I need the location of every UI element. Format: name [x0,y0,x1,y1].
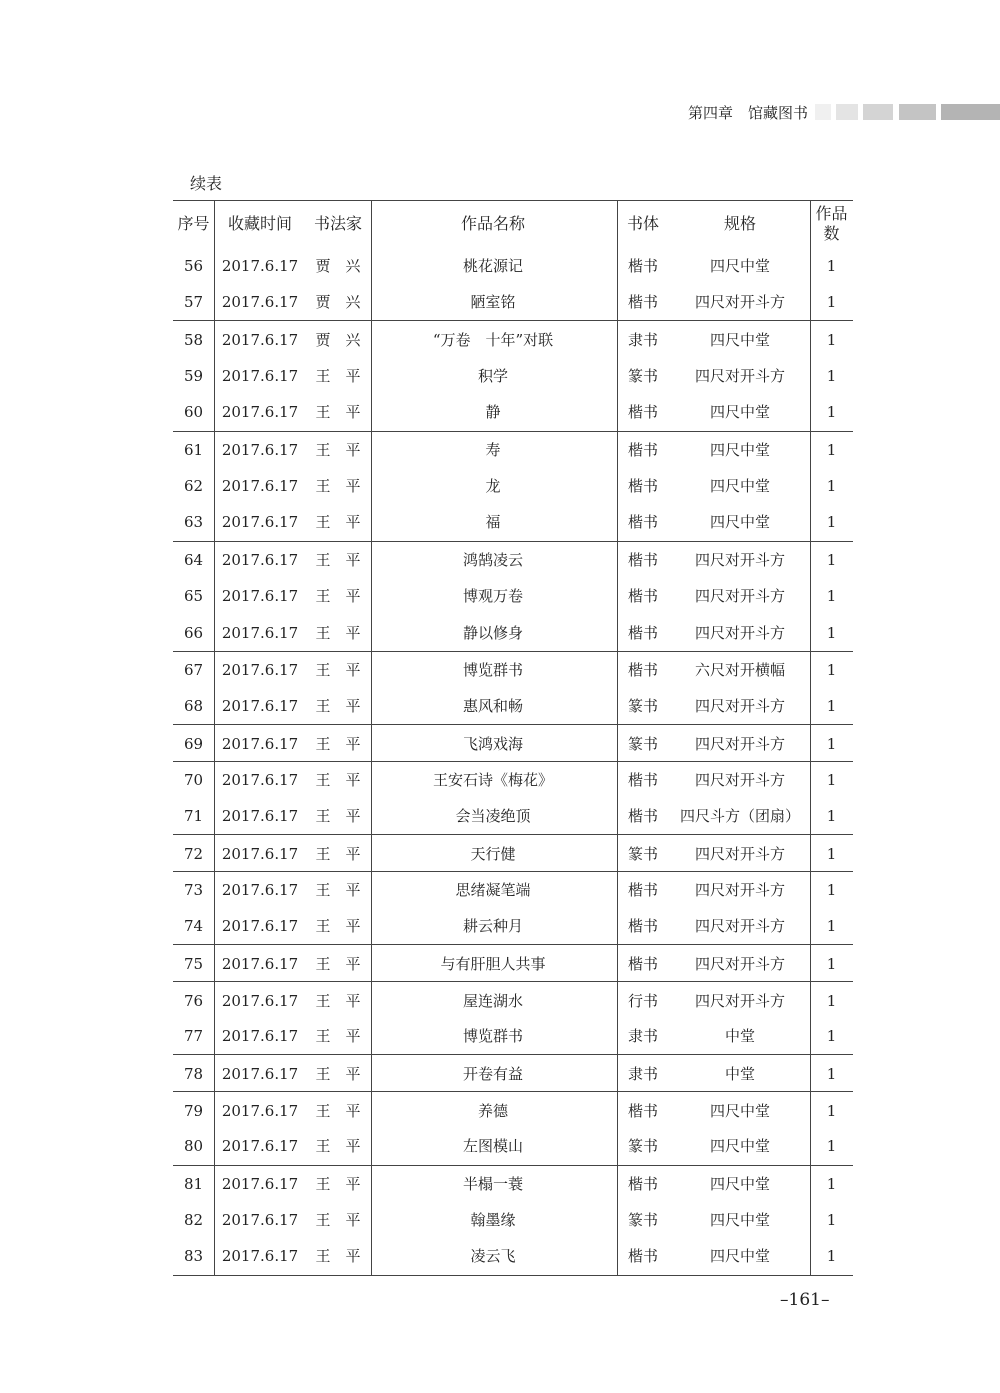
row-number: 74 [183,917,204,936]
table-header-row [173,200,853,247]
row-number: 72 [183,844,204,863]
row-size: 四尺中堂 [709,441,770,459]
row-title: 博览群书 [462,1027,523,1046]
row-author: 贾 兴 [315,256,361,275]
row-date: 2017.6.17 [221,293,299,312]
column-divider [617,200,618,1275]
row-count: 1 [826,917,837,936]
row-date: 2017.6.17 [221,476,299,495]
row-number: 82 [183,1210,204,1229]
row-style: 楷书 [627,1175,658,1193]
row-size: 四尺中堂 [709,1175,770,1193]
row-date: 2017.6.17 [221,696,299,715]
row-title: 半榻一蓑 [462,1175,523,1193]
row-size: 四尺对开斗方 [694,551,785,570]
row-count: 1 [826,366,837,385]
row-size: 四尺中堂 [709,256,770,275]
row-size: 四尺斗方（团扇） [679,807,800,825]
row-title: 会当凌绝顶 [455,807,531,825]
row-number: 56 [183,256,204,275]
row-date: 2017.6.17 [221,586,299,605]
table-row [173,1201,853,1238]
header-decor-bar [941,104,1000,120]
header-decor-bar [899,104,936,120]
row-count: 1 [826,476,837,495]
row-size: 四尺中堂 [709,1247,770,1266]
row-title: 翰墨缘 [470,1210,516,1229]
row-style: 楷书 [627,256,658,275]
row-author: 贾 兴 [315,330,361,349]
row-size: 四尺对开斗方 [694,623,785,642]
row-size: 中堂 [724,1027,755,1046]
row-count: 1 [826,1210,837,1229]
row-count: 1 [826,807,837,825]
running-header [0,100,1000,124]
row-date: 2017.6.17 [221,1027,299,1046]
table-row [173,687,853,724]
row-number: 62 [183,476,204,495]
row-date: 2017.6.17 [221,1064,299,1083]
table-row [173,1054,853,1092]
row-style: 楷书 [627,954,658,973]
row-size: 四尺中堂 [709,1137,770,1156]
row-date: 2017.6.17 [221,513,299,532]
row-date: 2017.6.17 [221,844,299,863]
row-number: 80 [183,1137,204,1156]
row-author: 王 平 [315,734,361,753]
row-number: 79 [183,1101,204,1120]
row-style: 楷书 [627,293,658,312]
row-count: 1 [826,293,837,312]
row-count: 1 [826,991,837,1010]
row-count: 1 [826,551,837,570]
page-number: –161– [780,1290,830,1310]
row-size: 六尺对开横幅 [694,661,785,680]
row-count: 1 [826,771,837,790]
row-author: 王 平 [315,403,361,422]
row-style: 楷书 [627,771,658,790]
header-cell-count: 作品数 [815,204,848,243]
row-title: 飞鸿戏海 [462,734,523,753]
table-row [173,1128,853,1165]
row-count: 1 [826,1027,837,1046]
row-count: 1 [826,1247,837,1266]
row-style: 楷书 [627,476,658,495]
row-count: 1 [826,1064,837,1083]
row-number: 64 [183,551,204,570]
row-style: 隶书 [627,330,658,349]
row-title: 耕云种月 [462,917,523,936]
row-title: 左图模山 [462,1137,523,1156]
table-row [173,1018,853,1055]
table-row [173,504,853,541]
row-count: 1 [826,696,837,715]
row-author: 王 平 [315,881,361,900]
table-row [173,247,853,284]
row-style: 行书 [627,991,658,1010]
table-row [173,1091,853,1129]
row-title: 与有肝胆人共事 [440,954,546,973]
row-number: 58 [183,330,204,349]
row-title: 天行健 [470,844,516,863]
row-title: 寿 [485,441,501,459]
row-date: 2017.6.17 [221,1175,299,1193]
row-count: 1 [826,330,837,349]
row-date: 2017.6.17 [221,991,299,1010]
row-title: 思绪凝笔端 [455,881,531,900]
table-row [173,761,853,799]
row-date: 2017.6.17 [221,256,299,275]
row-author: 王 平 [315,551,361,570]
row-author: 王 平 [315,1137,361,1156]
row-size: 四尺对开斗方 [694,771,785,790]
row-date: 2017.6.17 [221,881,299,900]
table-row [173,944,853,982]
column-divider [810,200,811,1275]
row-author: 王 平 [315,1027,361,1046]
row-style: 隶书 [627,1027,658,1046]
header-cell-author: 书法家 [313,213,362,233]
row-author: 王 平 [315,1101,361,1120]
row-date: 2017.6.17 [221,1210,299,1229]
header-cell-number: 序号 [177,213,210,233]
row-style: 楷书 [627,513,658,532]
row-date: 2017.6.17 [221,1137,299,1156]
row-size: 四尺中堂 [709,330,770,349]
row-number: 61 [183,441,204,459]
row-count: 1 [826,881,837,900]
table-row [173,467,853,504]
row-number: 68 [183,696,204,715]
table-row [173,798,853,835]
row-number: 78 [183,1064,204,1083]
table-top-rule [173,200,853,201]
row-date: 2017.6.17 [221,954,299,973]
row-author: 王 平 [315,441,361,459]
header-cell-style: 书体 [626,213,659,233]
row-title: 开卷有益 [462,1064,523,1083]
row-style: 楷书 [627,917,658,936]
row-title: “万卷 十年”对联 [432,330,554,349]
table-bottom-rule [173,1275,853,1276]
row-size: 四尺对开斗方 [694,586,785,605]
row-number: 73 [183,881,204,900]
row-number: 76 [183,991,204,1010]
row-number: 63 [183,513,204,532]
row-count: 1 [826,1175,837,1193]
row-date: 2017.6.17 [221,771,299,790]
row-style: 楷书 [627,661,658,680]
row-number: 59 [183,366,204,385]
row-date: 2017.6.17 [221,403,299,422]
row-author: 王 平 [315,586,361,605]
row-size: 四尺中堂 [709,513,770,532]
row-size: 四尺对开斗方 [694,844,785,863]
table-row [173,1165,853,1203]
table-row [173,908,853,945]
row-number: 66 [183,623,204,642]
row-number: 75 [183,954,204,973]
row-title: 养德 [477,1101,508,1120]
row-style: 篆书 [627,366,658,385]
column-divider [214,200,215,1275]
row-size: 四尺对开斗方 [694,954,785,973]
row-count: 1 [826,586,837,605]
row-author: 王 平 [315,366,361,385]
chapter-header-title [688,102,808,123]
table-row [173,284,853,321]
chapter-title: 馆藏图书 [748,104,809,122]
row-author: 王 平 [315,696,361,715]
row-count: 1 [826,1101,837,1120]
row-title: 屋连湖水 [462,991,523,1010]
row-title: 静 [485,403,501,422]
table-row [173,577,853,614]
row-number: 67 [183,661,204,680]
table-row [173,724,853,762]
row-count: 1 [826,441,837,459]
row-author: 王 平 [315,807,361,825]
row-title: 静以修身 [462,623,523,642]
table-row [173,431,853,469]
row-date: 2017.6.17 [221,366,299,385]
header-decor-bar [815,104,831,120]
row-date: 2017.6.17 [221,1101,299,1120]
row-style: 楷书 [627,1247,658,1266]
table-row [173,357,853,394]
row-size: 四尺对开斗方 [694,917,785,936]
row-author: 贾 兴 [315,293,361,312]
table-row [173,320,853,358]
row-date: 2017.6.17 [221,330,299,349]
row-style: 篆书 [627,1210,658,1229]
row-size: 四尺中堂 [709,1101,770,1120]
row-style: 篆书 [627,696,658,715]
row-size: 四尺对开斗方 [694,696,785,715]
row-style: 楷书 [627,551,658,570]
header-decor-bar [863,104,893,120]
row-count: 1 [826,623,837,642]
table-row [173,1238,853,1275]
row-count: 1 [826,256,837,275]
row-size: 四尺中堂 [709,1210,770,1229]
row-count: 1 [826,403,837,422]
table-row [173,834,853,872]
row-style: 隶书 [627,1064,658,1083]
row-title: 积学 [477,366,508,385]
row-date: 2017.6.17 [221,441,299,459]
row-number: 70 [183,771,204,790]
row-number: 69 [183,734,204,753]
row-number: 81 [183,1175,204,1193]
row-size: 四尺中堂 [709,403,770,422]
table-row [173,871,853,909]
collection-table [173,200,853,1275]
row-date: 2017.6.17 [221,661,299,680]
column-divider [371,200,372,1275]
header-cell-size: 规格 [723,213,756,233]
row-style: 篆书 [627,1137,658,1156]
table-row [173,651,853,689]
row-date: 2017.6.17 [221,734,299,753]
row-title: 王安石诗《梅花》 [432,771,553,790]
row-size: 四尺对开斗方 [694,293,785,312]
row-author: 王 平 [315,476,361,495]
row-author: 王 平 [315,1210,361,1229]
row-number: 71 [183,807,204,825]
row-count: 1 [826,1137,837,1156]
row-style: 篆书 [627,844,658,863]
row-title: 博览群书 [462,661,523,680]
row-size: 四尺中堂 [709,476,770,495]
row-author: 王 平 [315,954,361,973]
row-date: 2017.6.17 [221,551,299,570]
row-style: 楷书 [627,586,658,605]
table-row [173,614,853,651]
row-date: 2017.6.17 [221,917,299,936]
row-date: 2017.6.17 [221,623,299,642]
table-caption: 续表 [190,174,223,193]
row-size: 中堂 [724,1064,755,1083]
row-title: 鸿鹄凌云 [462,551,523,570]
table-row [173,394,853,431]
header-cell-title: 作品名称 [460,213,525,233]
row-number: 77 [183,1027,204,1046]
row-count: 1 [826,734,837,753]
row-title: 惠风和畅 [462,696,523,715]
row-style: 楷书 [627,441,658,459]
row-title: 龙 [485,476,501,495]
header-decor-bar [836,104,858,120]
header-cell-date: 收藏时间 [227,213,292,233]
row-author: 王 平 [315,1064,361,1083]
row-count: 1 [826,844,837,863]
row-size: 四尺对开斗方 [694,881,785,900]
chapter-label: 第四章 [688,104,734,122]
row-number: 57 [183,293,204,312]
row-author: 王 平 [315,844,361,863]
row-style: 楷书 [627,403,658,422]
row-count: 1 [826,513,837,532]
row-author: 王 平 [315,661,361,680]
row-author: 王 平 [315,623,361,642]
table-row [173,981,853,1019]
row-size: 四尺对开斗方 [694,991,785,1010]
row-number: 83 [183,1247,204,1266]
row-title: 凌云飞 [470,1247,516,1266]
row-date: 2017.6.17 [221,1247,299,1266]
row-size: 四尺对开斗方 [694,366,785,385]
row-style: 楷书 [627,1101,658,1120]
row-title: 福 [485,513,501,532]
row-author: 王 平 [315,771,361,790]
row-count: 1 [826,954,837,973]
row-title: 桃花源记 [462,256,523,275]
row-style: 楷书 [627,881,658,900]
row-style: 篆书 [627,734,658,753]
row-title: 博观万卷 [462,586,523,605]
row-size: 四尺对开斗方 [694,734,785,753]
row-count: 1 [826,661,837,680]
row-author: 王 平 [315,1247,361,1266]
row-author: 王 平 [315,1175,361,1193]
row-title: 陋室铭 [470,293,516,312]
row-author: 王 平 [315,513,361,532]
row-date: 2017.6.17 [221,807,299,825]
row-author: 王 平 [315,991,361,1010]
row-number: 60 [183,403,204,422]
row-style: 楷书 [627,623,658,642]
row-number: 65 [183,586,204,605]
row-author: 王 平 [315,917,361,936]
table-row [173,541,853,579]
row-style: 楷书 [627,807,658,825]
